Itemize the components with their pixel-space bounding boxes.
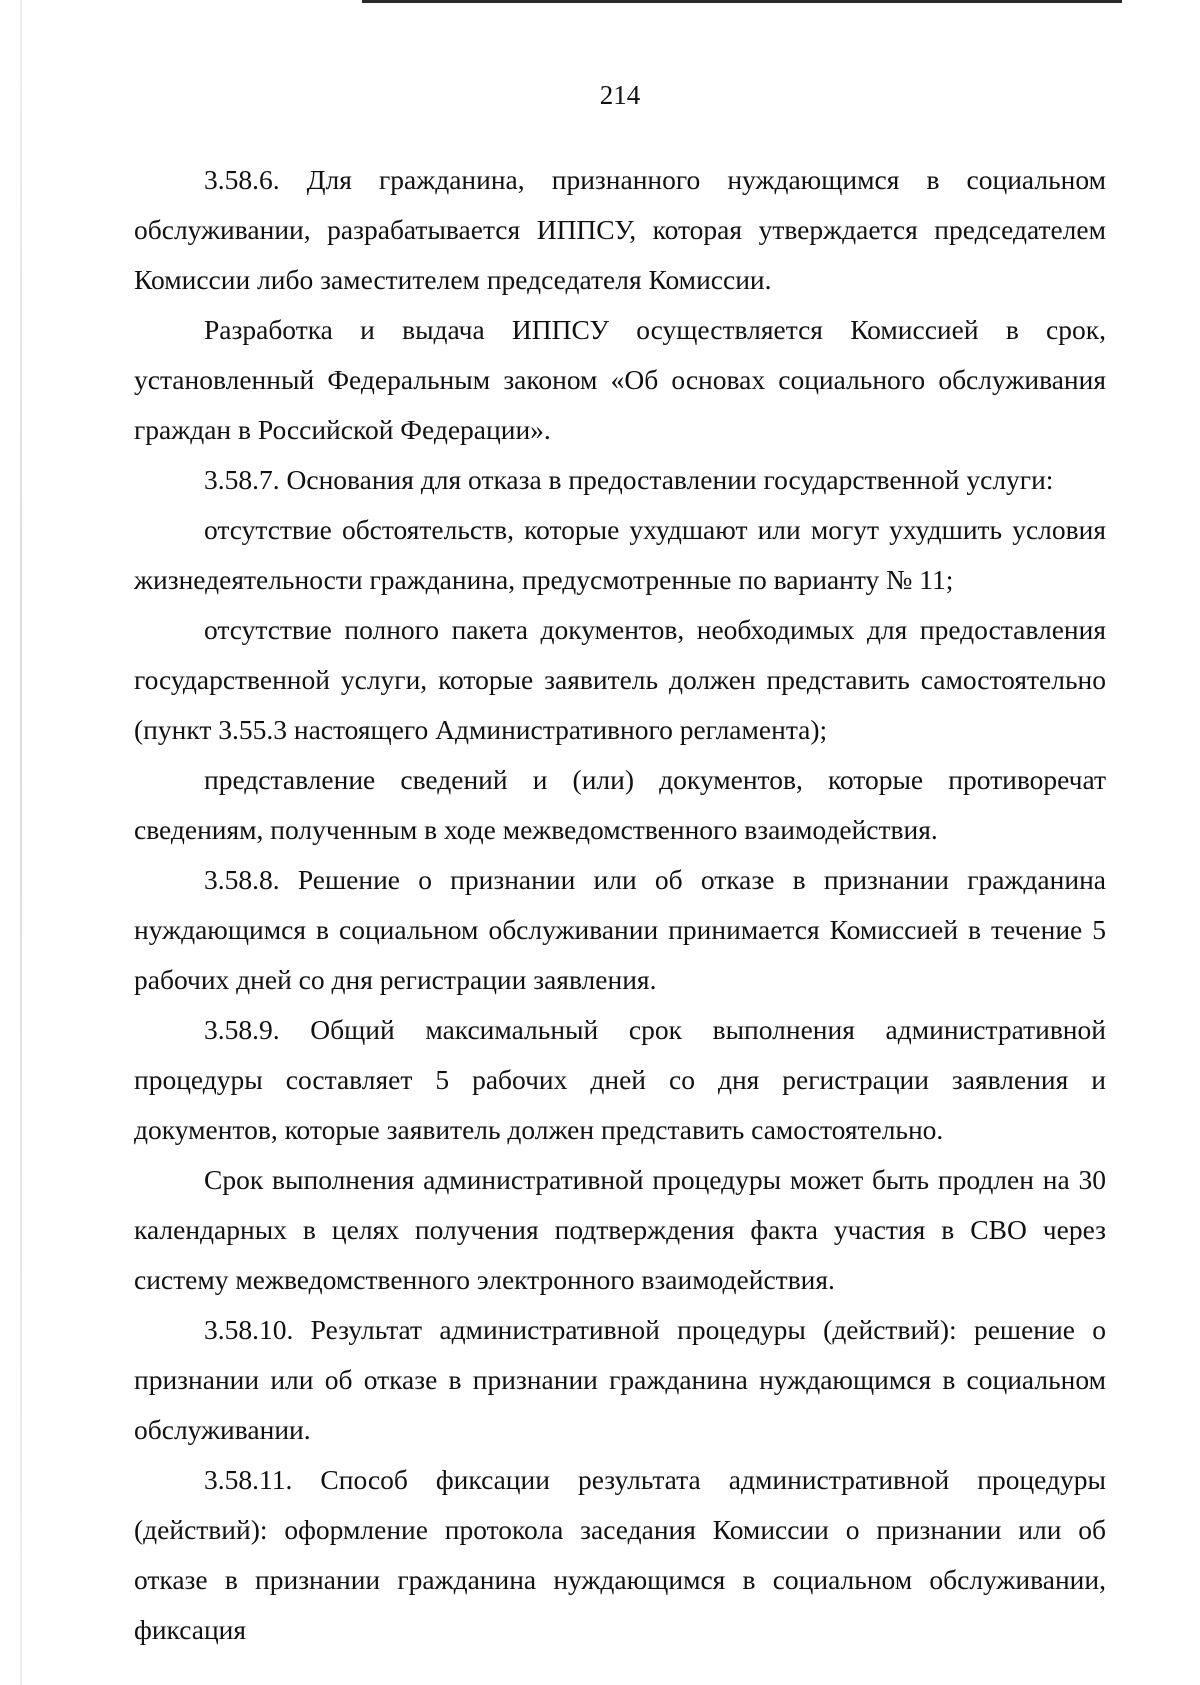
document-body xyxy=(134,155,1106,1655)
scan-edge-shadow xyxy=(20,0,22,1685)
paragraph-term-extension: Срок выполнения административной процедуры может быть продлен на 30 календарных в целях получения подтверждения факта участия в СВО через систему межведомственного электронного взаимодействия. xyxy=(134,1164,1106,1295)
paragraph-refusal-ground-2: отсутствие полного пакета документов, необходимых для предоставления государственной услуги, которые заявитель должен представить самостоятельно (пункт 3.55.3 настоящего Административного регламента); xyxy=(134,614,1106,745)
paragraph-3-58-6: 3.58.6. Для гражданина, признанного нуждающимся в социальном обслуживании, разрабатывается ИППСУ, которая утверждается председателем Комиссии либо заместителем председателя Комиссии. xyxy=(134,164,1106,295)
paragraph-3-58-11: 3.58.11. Способ фиксации результата административной процедуры (действий): оформление протокола заседания Комиссии о признании или об отказе в признании гражданина нуждающимся в социальном обслуживании, фиксация xyxy=(134,1464,1106,1645)
paragraph-3-58-7: 3.58.7. Основания для отказа в предоставлении государственной услуги: xyxy=(204,464,1054,495)
paragraph-3-58-10: 3.58.10. Результат административной процедуры (действий): решение о признании или об отказе в признании гражданина нуждающимся в социальном обслуживании. xyxy=(134,1314,1106,1445)
paragraph-ippsu-development: Разработка и выдача ИППСУ осуществляется Комиссией в срок, установленный Федеральным законом «Об основах социального обслуживания граждан в Российской Федерации». xyxy=(134,314,1106,445)
paragraph-3-58-8: 3.58.8. Решение о признании или об отказе в признании гражданина нуждающимся в социальном обслуживании принимается Комиссией в течение 5 рабочих дней со дня регистрации заявления. xyxy=(134,864,1106,995)
paragraph-refusal-ground-1: отсутствие обстоятельств, которые ухудшают или могут ухудшить условия жизнедеятельности гражданина, предусмотренные по варианту № 11; xyxy=(134,514,1106,595)
page-number: 214 xyxy=(599,80,641,110)
paragraph-refusal-ground-3: представление сведений и (или) документов, которые противоречат сведениям, полученным в ходе межведомственного взаимодействия. xyxy=(134,764,1106,845)
paragraph-3-58-9: 3.58.9. Общий максимальный срок выполнения административной процедуры составляет 5 рабочих дней со дня регистрации заявления и документов, которые заявитель должен представить самостоятельно. xyxy=(134,1014,1106,1145)
top-border-line xyxy=(362,0,1122,3)
